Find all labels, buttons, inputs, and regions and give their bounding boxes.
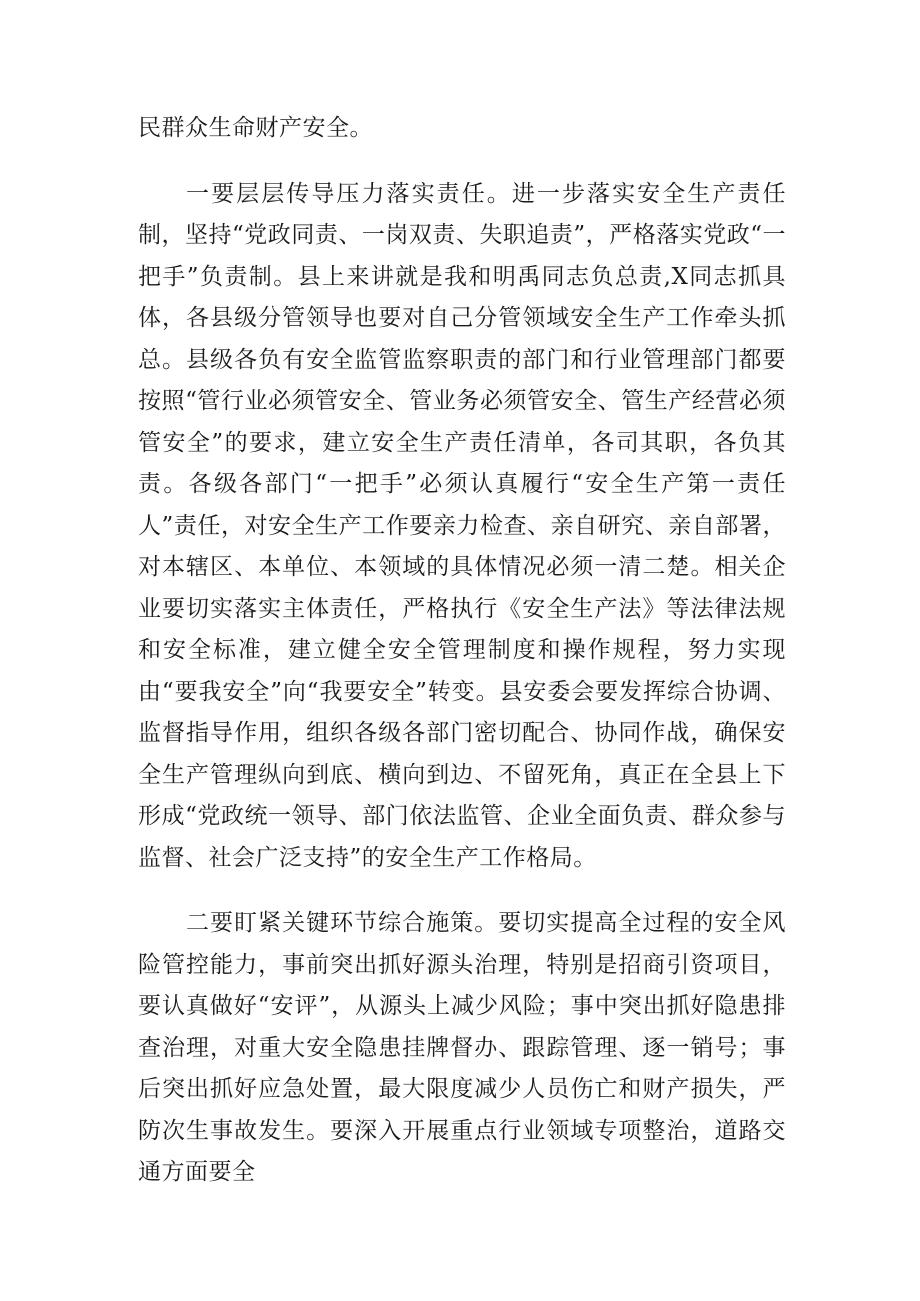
paragraph-continuation: 民群众生命财产安全。 (138, 115, 373, 141)
document-body (138, 108, 786, 1194)
paragraph-spacer (138, 150, 786, 174)
paragraph-responsibility: 一要层层传导压力落实责任。进一步落实安全生产责任制，坚持“党政同责、一岗双责、失职追责”，严格落实党政“一把手”负责制。县上来讲就是我和明禹同志负总责,X同志抓具体，各县级分管领导也要对自己分管领域安全生产工作牵头抓总。县级各负有安全监管监察职责的部门和行业管理部门都要按照“管行业必须管安全、管业务必须管安全、管生产经营必须管安全”的要求，建立安全生产责任清单，各司其职，各负其责。各级各部门“一把手”必须认真履行“安全生产第一责任人”责任，对安全生产工作要亲力检查、亲自研究、亲自部署，对本辖区、本单位、本领域的具体情况必须一清二楚。相关企业要切实落实主体责任，严格执行《安全生产法》等法律法规和安全标准，建立健全安全管理制度和操作规程，努力实现由“要我安全”向“我要安全”转变。县安委会要发挥综合协调、监督指导作用，组织各级各部门密切配合、协同作战，确保安全生产管理纵向到底、横向到边、不留死角，真正在全县上下形成“党政统一领导、部门依法监管、企业全面负责、群众参与监督、社会广泛支持”的安全生产工作格局。 (138, 180, 786, 871)
paragraph-key-links: 二要盯紧关键环节综合施策。要切实提高全过程的安全风险管控能力，事前突出抓好源头治理，特别是招商引资项目，要认真做好“安评”，从源头上减少风险；事中突出抓好隐患排查治理，对重大安全隐患挂牌督办、跟踪管理、逐一销号；事后突出抓好应急处置，最大限度减少人员伤亡和财产损失，严防次生事故发生。要深入开展重点行业领域专项整治，道路交通方面要全 (138, 910, 786, 1185)
paragraph-spacer (138, 879, 786, 903)
